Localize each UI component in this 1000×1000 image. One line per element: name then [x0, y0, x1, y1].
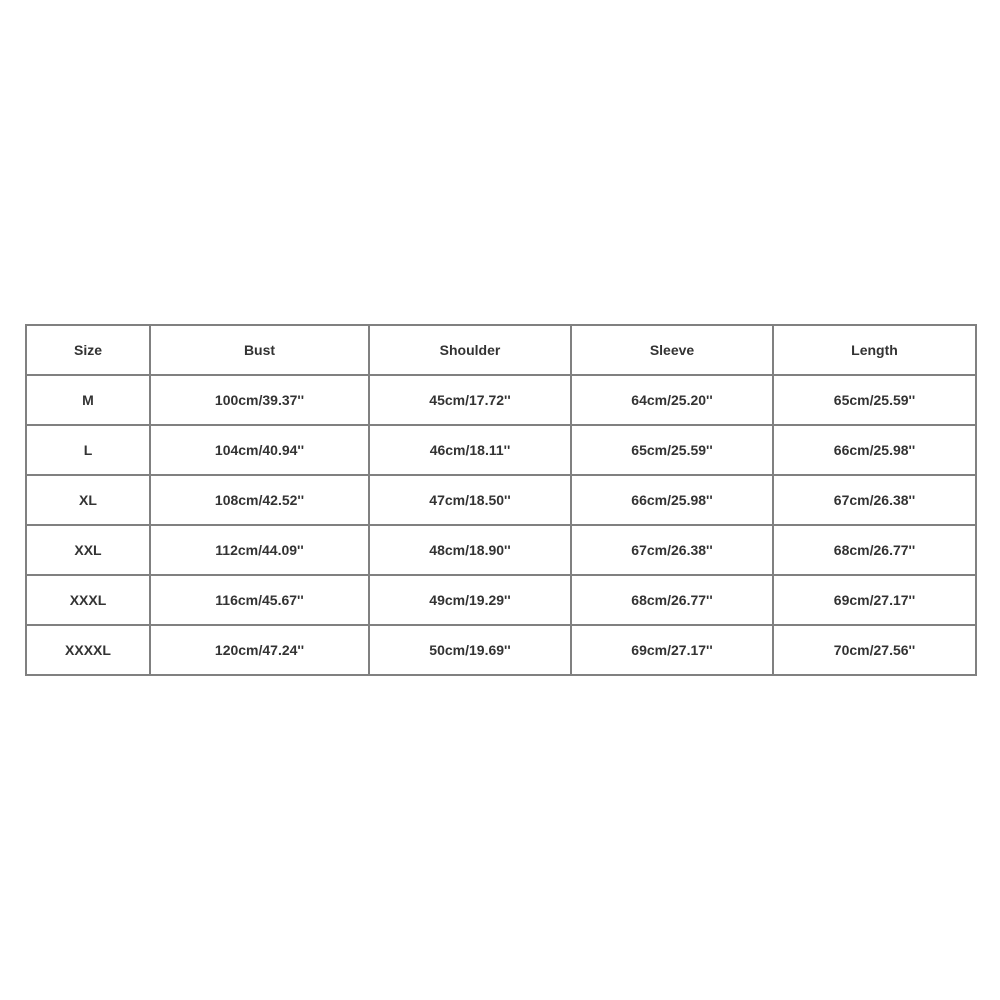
table-row: [26, 475, 976, 525]
cell-size: XL: [26, 475, 150, 525]
table-row: [26, 575, 976, 625]
cell-sleeve: 65cm/25.59'': [571, 425, 773, 475]
table-row: [26, 525, 976, 575]
cell-bust: 120cm/47.24'': [150, 625, 369, 675]
cell-size: XXXXL: [26, 625, 150, 675]
cell-sleeve: 64cm/25.20'': [571, 375, 773, 425]
cell-sleeve: 68cm/26.77'': [571, 575, 773, 625]
header-bust: Bust: [150, 325, 369, 375]
cell-shoulder: 50cm/19.69'': [369, 625, 571, 675]
header-size: Size: [26, 325, 150, 375]
cell-size: XXXL: [26, 575, 150, 625]
header-shoulder: Shoulder: [369, 325, 571, 375]
cell-length: 70cm/27.56'': [773, 625, 976, 675]
cell-bust: 108cm/42.52'': [150, 475, 369, 525]
cell-bust: 116cm/45.67'': [150, 575, 369, 625]
cell-bust: 100cm/39.37'': [150, 375, 369, 425]
table-row: [26, 625, 976, 675]
cell-shoulder: 46cm/18.11'': [369, 425, 571, 475]
cell-length: 65cm/25.59'': [773, 375, 976, 425]
cell-shoulder: 49cm/19.29'': [369, 575, 571, 625]
cell-shoulder: 45cm/17.72'': [369, 375, 571, 425]
cell-size: XXL: [26, 525, 150, 575]
table-row: [26, 425, 976, 475]
cell-shoulder: 47cm/18.50'': [369, 475, 571, 525]
cell-shoulder: 48cm/18.90'': [369, 525, 571, 575]
cell-sleeve: 66cm/25.98'': [571, 475, 773, 525]
header-row: [26, 325, 976, 375]
cell-sleeve: 67cm/26.38'': [571, 525, 773, 575]
cell-bust: 112cm/44.09'': [150, 525, 369, 575]
cell-size: M: [26, 375, 150, 425]
cell-length: 66cm/25.98'': [773, 425, 976, 475]
table-row: [26, 375, 976, 425]
header-length: Length: [773, 325, 976, 375]
cell-length: 69cm/27.17'': [773, 575, 976, 625]
header-sleeve: Sleeve: [571, 325, 773, 375]
cell-length: 68cm/26.77'': [773, 525, 976, 575]
cell-length: 67cm/26.38'': [773, 475, 976, 525]
cell-size: L: [26, 425, 150, 475]
cell-sleeve: 69cm/27.17'': [571, 625, 773, 675]
cell-bust: 104cm/40.94'': [150, 425, 369, 475]
size-chart-table: [25, 324, 977, 676]
